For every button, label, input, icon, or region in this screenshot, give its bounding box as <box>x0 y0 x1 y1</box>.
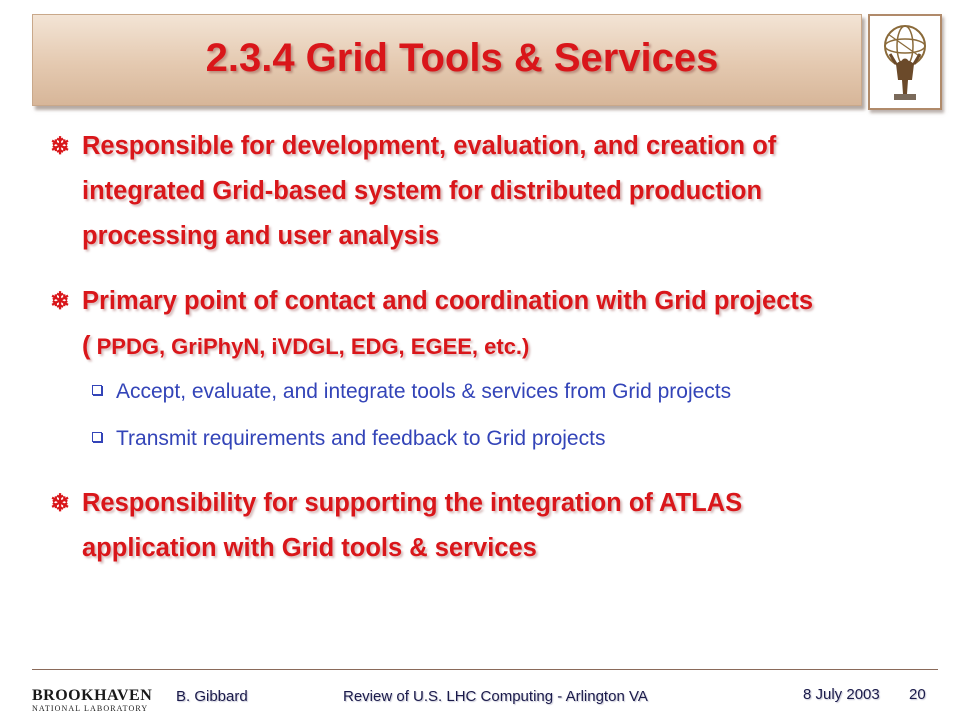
logo-sub: NATIONAL LABORATORY <box>32 704 149 713</box>
brookhaven-logo <box>30 683 160 715</box>
page-number: 20 <box>909 686 926 703</box>
paren-open: ( <box>82 332 91 360</box>
bullet-item <box>50 279 920 369</box>
logo-name: BROOKHAVEN <box>32 687 153 704</box>
bullet-line-projects <box>82 324 920 369</box>
bullet-item <box>50 124 920 259</box>
bullet-line: Responsible for development, evaluation, and creation of <box>82 132 777 160</box>
bullet-line: integrated Grid-based system for distributed production <box>82 177 763 205</box>
footer-event: Review of U.S. LHC Computing - Arlington VA <box>343 688 648 705</box>
bullet-line: Primary point of contact and coordination with Grid projects <box>82 287 814 315</box>
snowflake-icon: ❄ <box>50 288 71 315</box>
bullet-line: Responsibility for supporting the integration of ATLAS <box>82 489 743 517</box>
sub-bullet-item <box>92 425 605 453</box>
bullet-line: processing and user analysis <box>82 222 440 250</box>
square-bullet-icon <box>92 385 102 395</box>
grid-projects-list: PPDG, GriPhyN, iVDGL, EDG, EGEE, etc.) <box>90 334 530 359</box>
bullet-line: application with Grid tools & services <box>82 534 537 562</box>
sub-bullet-text: Transmit requirements and feedback to Grid projects <box>116 427 606 450</box>
bullet-item <box>50 481 920 571</box>
footer-divider <box>32 669 938 670</box>
title-banner <box>32 14 862 106</box>
sub-bullet-item <box>92 378 731 406</box>
snowflake-icon: ❄ <box>50 490 71 517</box>
slide-title: 2.3.4 Grid Tools & Services <box>205 35 719 80</box>
footer-author: B. Gibbard <box>176 688 248 705</box>
atlas-logo-frame <box>868 14 942 110</box>
square-bullet-icon <box>92 432 102 442</box>
atlas-statue-icon <box>874 20 936 104</box>
footer-date: 8 July 2003 <box>803 686 880 703</box>
sub-bullet-text: Accept, evaluate, and integrate tools & services from Grid projects <box>116 380 732 403</box>
snowflake-icon: ❄ <box>50 133 71 160</box>
